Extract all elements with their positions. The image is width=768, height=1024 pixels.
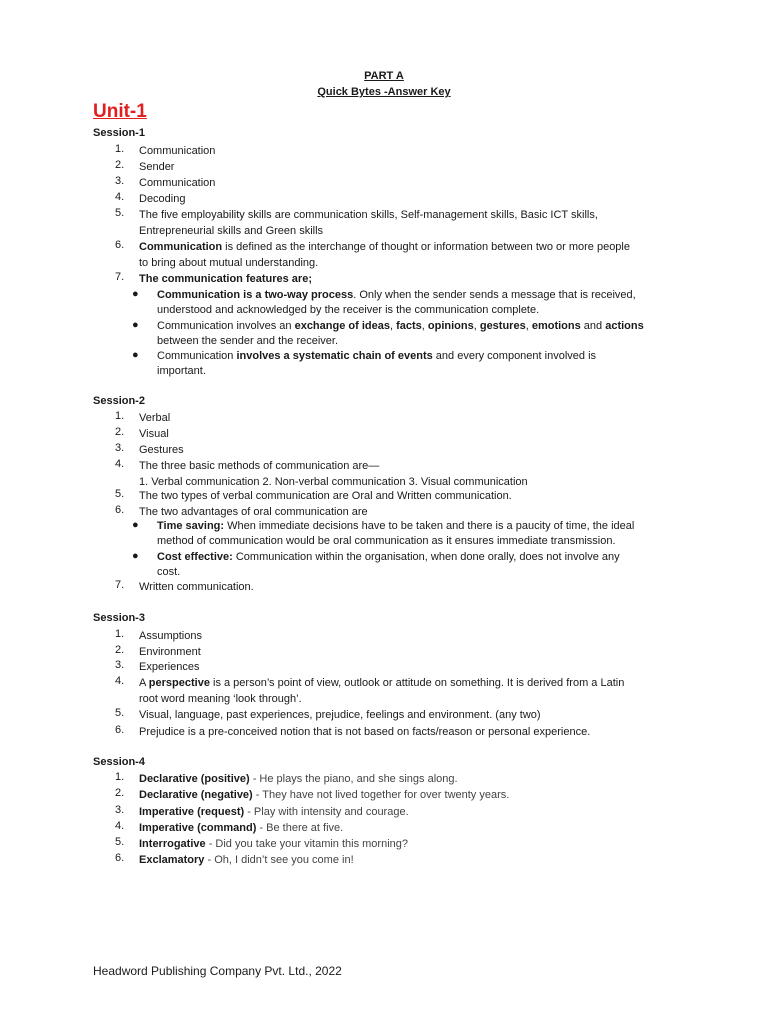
list-item: The two advantages of oral communication are — [139, 506, 368, 518]
item-text: and — [580, 320, 606, 332]
list-item — [139, 771, 684, 787]
list-item — [139, 458, 684, 490]
list-item — [139, 675, 684, 707]
list-item-line: root word meaning ‘look through’. — [139, 693, 302, 705]
sentence-type-label: Interrogative — [139, 838, 206, 850]
item-text: , — [525, 320, 532, 332]
item-number: 7. — [115, 579, 125, 591]
item-number: 2. — [115, 159, 125, 171]
list-item-line — [139, 239, 684, 255]
bullet-icon: ● — [132, 519, 139, 531]
item-number: 5. — [115, 488, 125, 500]
bullet-icon: ● — [132, 349, 139, 361]
item-text: is a person’s point of view, outlook or attitude on something. It is derived from a Latin — [209, 677, 625, 689]
item-text: Communication within the organisation, when done orally, does not involve any — [232, 551, 620, 563]
list-item — [139, 820, 684, 836]
sentence-type-label: Imperative (request) — [139, 806, 245, 818]
list-item — [139, 804, 684, 820]
list-item: Experiences — [139, 661, 200, 673]
session-4-title: Session-4 — [93, 756, 145, 768]
list-item: Environment — [139, 646, 201, 658]
bullet-icon: ● — [132, 319, 139, 331]
bold-term: involves a systematic chain of events — [236, 350, 433, 362]
item-text: Communication involves an — [157, 320, 295, 332]
bold-term: gestures — [479, 320, 526, 332]
item-text: Communication — [157, 350, 237, 362]
item-number: 1. — [115, 143, 125, 155]
list-item: Written communication. — [139, 581, 254, 593]
item-text: , — [473, 320, 480, 332]
item-number: 1. — [115, 628, 125, 640]
list-item: The communication features are; — [139, 273, 312, 285]
item-number: 4. — [115, 458, 125, 470]
unit-title: Unit-1 — [93, 101, 147, 122]
list-item-line — [157, 288, 682, 303]
sentence-type-label: Declarative (negative) — [139, 789, 253, 801]
example-sentence: - They have not lived together for over twenty years. — [252, 789, 510, 801]
list-item — [139, 239, 684, 271]
item-number: 4. — [115, 191, 125, 203]
item-text: and every component involved is — [432, 350, 597, 362]
list-item-line — [139, 675, 684, 691]
list-item: Visual, language, past experiences, prejudice, feelings and environment. (any two) — [139, 709, 541, 721]
bold-term: opinions — [427, 320, 474, 332]
example-sentence: - Did you take your vitamin this morning? — [205, 838, 409, 850]
bold-term: Cost effective: — [157, 551, 233, 563]
list-item-line — [157, 550, 682, 565]
item-number: 6. — [115, 239, 125, 251]
list-item-line: The three basic methods of communication are— — [139, 460, 380, 472]
page-subtitle: Quick Bytes -Answer Key — [317, 86, 451, 98]
bold-term: Communication is a two-way process — [157, 289, 354, 301]
list-item: Sender — [139, 161, 175, 173]
list-item-line: important. — [157, 365, 206, 377]
item-number: 3. — [115, 175, 125, 187]
item-text: is defined as the interchange of thought or information between two or more people — [222, 241, 630, 253]
list-item-line — [157, 519, 682, 534]
bold-term: actions — [605, 320, 644, 332]
session-2-title: Session-2 — [93, 395, 145, 407]
example-sentence: - He plays the piano, and she sings along. — [249, 773, 458, 785]
list-item — [139, 836, 684, 852]
item-text: , — [389, 320, 397, 332]
bullet-icon: ● — [132, 288, 139, 300]
session-3-title: Session-3 — [93, 612, 145, 624]
list-item-line: The five employability skills are communication skills, Self-management skills, Basic ICT skills, — [139, 209, 598, 221]
session-1-title: Session-1 — [93, 127, 145, 139]
item-number: 3. — [115, 442, 125, 454]
item-number: 3. — [115, 659, 125, 671]
item-number: 4. — [115, 675, 125, 687]
list-item-line — [157, 349, 682, 364]
bold-term: Time saving: — [157, 520, 225, 532]
item-number: 5. — [115, 707, 125, 719]
list-item — [139, 787, 684, 803]
list-item-line: 1. Verbal communication 2. Non-verbal communication 3. Visual communication — [139, 476, 528, 488]
item-text: When immediate decisions have to be taken and there is a paucity of time, the ideal — [224, 520, 635, 532]
item-number: 3. — [115, 804, 125, 816]
item-number: 5. — [115, 836, 125, 848]
item-number: 6. — [115, 852, 125, 864]
bullet-item — [157, 550, 682, 580]
bullet-item — [157, 319, 682, 349]
list-item: Decoding — [139, 193, 186, 205]
part-heading: PART A — [364, 70, 404, 82]
list-item: Communication — [139, 177, 216, 189]
list-item: Visual — [139, 428, 169, 440]
item-number: 7. — [115, 271, 125, 283]
bullet-icon: ● — [132, 550, 139, 562]
bullet-item — [157, 288, 682, 318]
list-item: Communication — [139, 145, 216, 157]
list-item: Gestures — [139, 444, 184, 456]
example-sentence: - Be there at five. — [256, 822, 344, 834]
item-number: 2. — [115, 426, 125, 438]
item-number: 6. — [115, 504, 125, 516]
item-number: 2. — [115, 644, 125, 656]
bold-term: emotions — [531, 320, 581, 332]
bullet-item — [157, 349, 682, 379]
list-item-line: understood and acknowledged by the receiver is the communication complete. — [157, 304, 540, 316]
list-item — [139, 207, 684, 239]
example-sentence: - Play with intensity and courage. — [244, 806, 409, 818]
bold-term: Communication — [139, 241, 223, 253]
bold-term: exchange of ideas — [294, 320, 390, 332]
bold-term: perspective — [148, 677, 210, 689]
sentence-type-label: Exclamatory — [139, 854, 205, 866]
item-text: . Only when the sender sends a message that is received, — [353, 289, 636, 301]
list-item-line: between the sender and the receiver. — [157, 335, 339, 347]
bold-term: facts — [396, 320, 422, 332]
item-text: A — [139, 677, 149, 689]
list-item: Prejudice is a pre-conceived notion that is not based on facts/reason or personal experience. — [139, 726, 591, 738]
item-number: 1. — [115, 410, 125, 422]
sentence-type-label: Imperative (command) — [139, 822, 257, 834]
bullet-item — [157, 519, 682, 549]
list-item: The two types of verbal communication are Oral and Written communication. — [139, 490, 512, 502]
sentence-type-label: Declarative (positive) — [139, 773, 250, 785]
item-number: 6. — [115, 724, 125, 736]
example-sentence: - Oh, I didn’t see you come in! — [204, 854, 354, 866]
list-item-line: cost. — [157, 566, 181, 578]
item-number: 1. — [115, 771, 125, 783]
list-item-line: method of communication would be oral communication as it ensures immediate transmission. — [157, 535, 616, 547]
item-text: , — [421, 320, 428, 332]
list-item-line — [157, 319, 682, 334]
list-item: Assumptions — [139, 630, 202, 642]
item-number: 5. — [115, 207, 125, 219]
page-footer: Headword Publishing Company Pvt. Ltd., 2022 — [93, 964, 342, 978]
list-item — [139, 852, 684, 868]
list-item: Verbal — [139, 412, 171, 424]
list-item-line: Entrepreneurial skills and Green skills — [139, 225, 324, 237]
item-number: 2. — [115, 787, 125, 799]
list-item-line: to bring about mutual understanding. — [139, 257, 319, 269]
item-number: 4. — [115, 820, 125, 832]
